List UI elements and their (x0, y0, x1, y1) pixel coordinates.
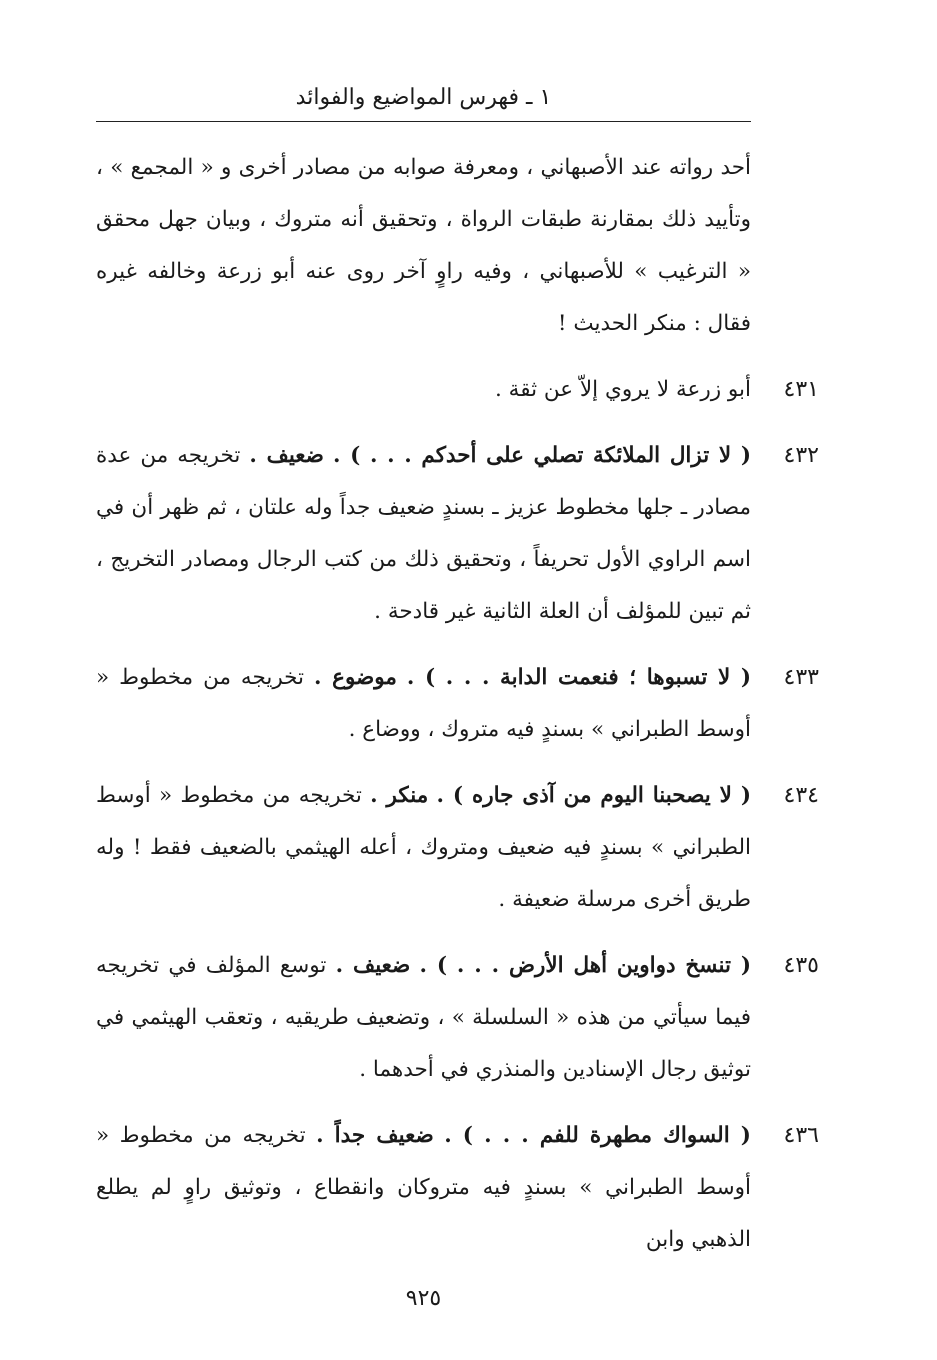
intro-paragraph: أحد رواته عند الأصبهاني ، ومعرفة صوابه من مصادر أخرى و « المجمع » ، وتأييد ذلك بمقارنة طبقات الرواة ، وتحقيق أنه متروك ، وبيان جهل محقق « الترغيب » للأصبهاني ، وفيه راوٍ آخر روى عنه أبو زرعة وخالفه غيره فقال : منكر الحديث ! (96, 155, 751, 336)
entry-number: ٤٣٢ (783, 443, 819, 468)
hadith-title: ( لا تزال الملائكة تصلي على أحدكم . . . ) . (332, 443, 752, 468)
hadith-verdict: ضعيف جداً . (316, 1123, 434, 1148)
hadith-verdict: موضوع . (314, 665, 397, 690)
index-entry (96, 940, 819, 1096)
hadith-verdict: ضعيف . (335, 953, 411, 978)
hadith-title: ( لا تسبوها ؛ فنعمت الدابة . . . ) . (406, 665, 751, 690)
index-body (96, 142, 819, 1266)
hadith-verdict: ضعيف . (249, 443, 324, 468)
index-entry (96, 652, 819, 756)
entry-number: ٤٣١ (783, 377, 819, 402)
index-entry (96, 430, 819, 638)
entry-number: ٤٣٦ (783, 1123, 819, 1148)
entry-description: تخريجه من مخطوط « أوسط الطبراني » بسندٍ فيه متروكان وانقطاع ، وتوثيق راوٍ لم يطلع الذهبي وابن (96, 1123, 751, 1252)
index-entry (96, 1110, 819, 1266)
entry-text (96, 940, 751, 1096)
index-entry (96, 770, 819, 926)
entry-description: تخريجه من مخطوط « أوسط الطبراني » بسندٍ فيه متروك ، ووضاع . (96, 665, 751, 742)
entry-text (96, 430, 751, 638)
entry-text (96, 770, 751, 926)
entry-description: تخريجه من عدة مصادر ـ جلها مخطوط عزيز ـ بسندٍ ضعيف جداً وله علتان ، ثم ظهر أن في اسم الراوي الأول تحريفاً ، وتحقيق ذلك من كتب الرجال ومصادر التخريج ، ثم تبين للمؤلف أن العلة الثانية غير قادحة . (96, 443, 751, 624)
entry-number: ٤٣٥ (783, 953, 819, 978)
index-entry (96, 364, 819, 416)
entry-text (96, 1110, 751, 1266)
page-number: ٩٢٥ (405, 1286, 442, 1311)
hadith-verdict: منكر . (370, 783, 429, 808)
running-header: ١ ـ فهرس المواضيع والفوائد (295, 85, 552, 110)
entry-text (96, 652, 751, 756)
entry-description: توسع المؤلف في تخريجه فيما سيأتي من هذه « السلسلة » ، وتضعيف طريقيه ، وتعقب الهيثمي في توثيق رجال الإسنادين والمنذري في أحدهما . (96, 953, 751, 1082)
hadith-title: ( السواك مطهرة للفم . . . ) . (444, 1123, 751, 1148)
entry-description: أبو زرعة لا يروي إلاّ عن ثقة . (495, 377, 751, 402)
hadith-title: ( تنسخ دواوين أهل الأرض . . . ) . (419, 953, 751, 978)
entry-number: ٤٣٤ (783, 783, 819, 808)
entry-number: ٤٣٣ (783, 665, 819, 690)
header-rule (96, 121, 751, 122)
entry-text (96, 364, 751, 416)
hadith-title: ( لا يصحبنا اليوم من آذى جاره ) . (436, 783, 751, 808)
entry-description: تخريجه من مخطوط « أوسط الطبراني » بسندٍ فيه ضعيف ومتروك ، أعله الهيثمي بالضعيف فقط ! وله طريق أخرى مرسلة ضعيفة . (96, 783, 751, 912)
